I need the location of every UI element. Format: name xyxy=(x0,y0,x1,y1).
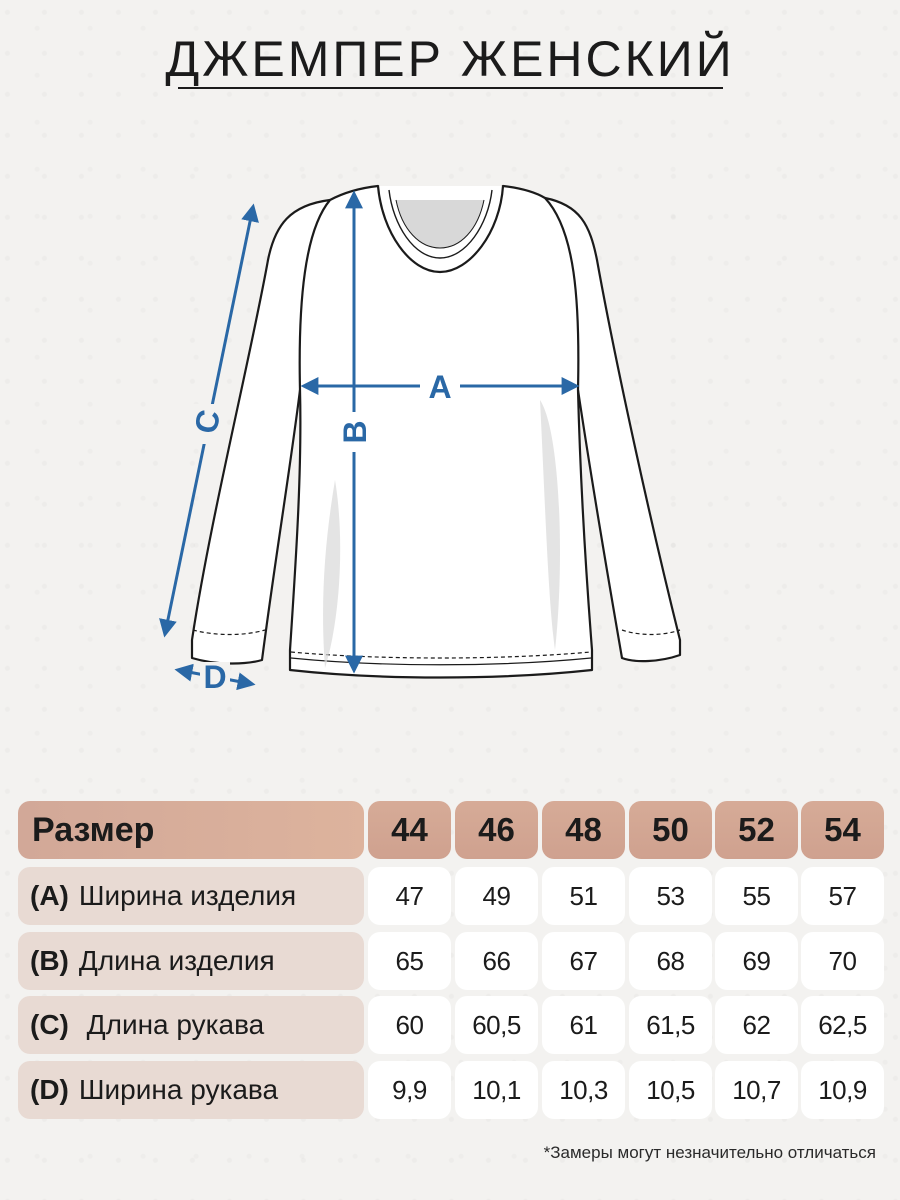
size-header-cell: 46 xyxy=(455,801,538,859)
row-name: Ширина изделия xyxy=(78,880,297,911)
table-cell: 10,7 xyxy=(715,1061,798,1119)
table-row xyxy=(18,996,884,1054)
row-code: (A) xyxy=(30,880,69,911)
row-name: Длина изделия xyxy=(78,945,275,976)
footnote: *Замеры могут незначительно отличаться xyxy=(543,1143,876,1162)
table-cell: 51 xyxy=(542,867,625,925)
row-label xyxy=(18,932,364,990)
table-cell: 49 xyxy=(455,867,538,925)
table-cell: 55 xyxy=(715,867,798,925)
table-cell: 70 xyxy=(801,932,884,990)
size-header-cell: 52 xyxy=(715,801,798,859)
row-name: Длина рукава xyxy=(78,1009,265,1040)
row-code: (D) xyxy=(30,1074,69,1105)
row-code: (B) xyxy=(30,945,69,976)
table-cell: 61 xyxy=(542,996,625,1054)
row-name: Ширина рукава xyxy=(78,1074,279,1105)
label-a: A xyxy=(428,369,452,405)
size-header-cell: 54 xyxy=(801,801,884,859)
table-cell: 60 xyxy=(368,996,451,1054)
table-cell: 57 xyxy=(801,867,884,925)
size-header-cell: 44 xyxy=(368,801,451,859)
table-cell: 10,3 xyxy=(542,1061,625,1119)
row-code: (C) xyxy=(30,1009,69,1040)
table-cell: 62 xyxy=(715,996,798,1054)
table-cell: 61,5 xyxy=(629,996,712,1054)
table-cell: 9,9 xyxy=(368,1061,451,1119)
size-header-cell: 48 xyxy=(542,801,625,859)
table-cell: 65 xyxy=(368,932,451,990)
table-cell: 47 xyxy=(368,867,451,925)
table-cell: 68 xyxy=(629,932,712,990)
table-cell: 69 xyxy=(715,932,798,990)
table-row xyxy=(18,867,884,925)
table-cell: 10,9 xyxy=(801,1061,884,1119)
table-cell: 10,1 xyxy=(455,1061,538,1119)
table-cell: 60,5 xyxy=(455,996,538,1054)
label-c: C xyxy=(187,406,228,437)
table-header-row xyxy=(18,801,884,859)
size-header-label: Размер xyxy=(18,801,364,859)
row-label xyxy=(18,867,364,925)
sweater-outline xyxy=(192,186,680,678)
table-cell: 66 xyxy=(455,932,538,990)
table-row xyxy=(18,932,884,990)
label-b: B xyxy=(337,420,373,444)
table-cell: 10,5 xyxy=(629,1061,712,1119)
table-row xyxy=(18,1061,884,1119)
table-cell: 62,5 xyxy=(801,996,884,1054)
table-cell: 67 xyxy=(542,932,625,990)
row-label xyxy=(18,1061,364,1119)
label-d: D xyxy=(203,659,227,695)
table-cell: 53 xyxy=(629,867,712,925)
row-label xyxy=(18,996,364,1054)
page-title: ДЖЕМПЕР ЖЕНСКИЙ xyxy=(165,31,735,87)
size-header-cell: 50 xyxy=(629,801,712,859)
